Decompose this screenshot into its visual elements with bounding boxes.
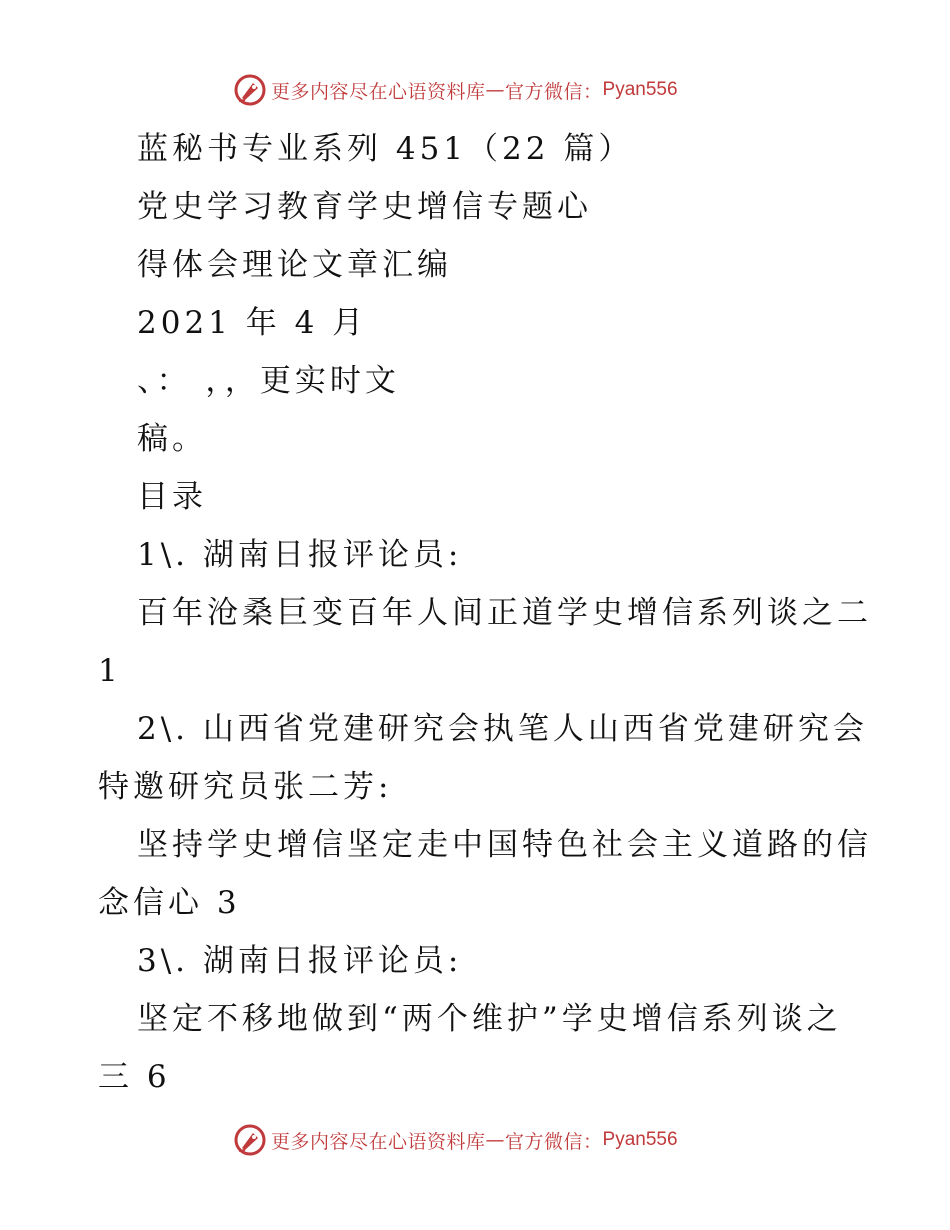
- toc-heading: 目录: [137, 479, 207, 515]
- pen-nib-logo-icon: [233, 1123, 267, 1157]
- toc-item-3-source: 3\. 湖南日报评论员:: [137, 943, 463, 979]
- toc-item-2-title-cont: 念信心 3: [98, 885, 241, 921]
- toc-item-2-source: 2\. 山西省党建研究会执笔人山西省党建研究会: [137, 711, 868, 747]
- watermark-wechat-id: Pyan556: [602, 79, 678, 100]
- doc-title-line-1: 党史学习教育学史增信专题心: [137, 189, 592, 225]
- toc-item-2-title: 坚持学史增信坚定走中国特色社会主义道路的信: [137, 827, 872, 863]
- watermark-wechat-id: Pyan556: [602, 1129, 678, 1150]
- toc-item-1-page: 1: [98, 653, 122, 689]
- footer-watermark: [233, 1122, 678, 1158]
- toc-item-1-source: 1\. 湖南日报评论员:: [137, 537, 463, 573]
- watermark-wechat-label: 官方微信：: [505, 80, 603, 103]
- doc-note: 、： ，，更实时文: [137, 363, 400, 399]
- toc-item-3-title-cont: 三 6: [98, 1059, 171, 1095]
- watermark-text: 更多内容尽在心语资料库: [271, 80, 486, 103]
- doc-title-line-2: 得体会理论文章汇编: [137, 247, 452, 283]
- toc-item-3-title: 坚定不移地做到“两个维护”学史增信系列谈之: [137, 1001, 842, 1037]
- watermark-text: 更多内容尽在心语资料库: [271, 1130, 486, 1153]
- doc-title-series: 蓝秘书专业系列 451（22 篇）: [137, 131, 634, 167]
- toc-item-1-title: 百年沧桑巨变百年人间正道学史增信系列谈之二: [137, 595, 872, 631]
- doc-date: 2021 年 4 月: [137, 305, 368, 341]
- watermark-dash: —: [485, 1129, 506, 1151]
- pen-nib-logo-icon: [233, 73, 267, 107]
- header-watermark: [233, 72, 678, 108]
- doc-note-end: 稿。: [137, 421, 207, 457]
- watermark-wechat-label: 官方微信：: [505, 1130, 603, 1153]
- toc-item-2-source-cont: 特邀研究员张二芳:: [98, 769, 393, 805]
- watermark-dash: —: [485, 79, 506, 101]
